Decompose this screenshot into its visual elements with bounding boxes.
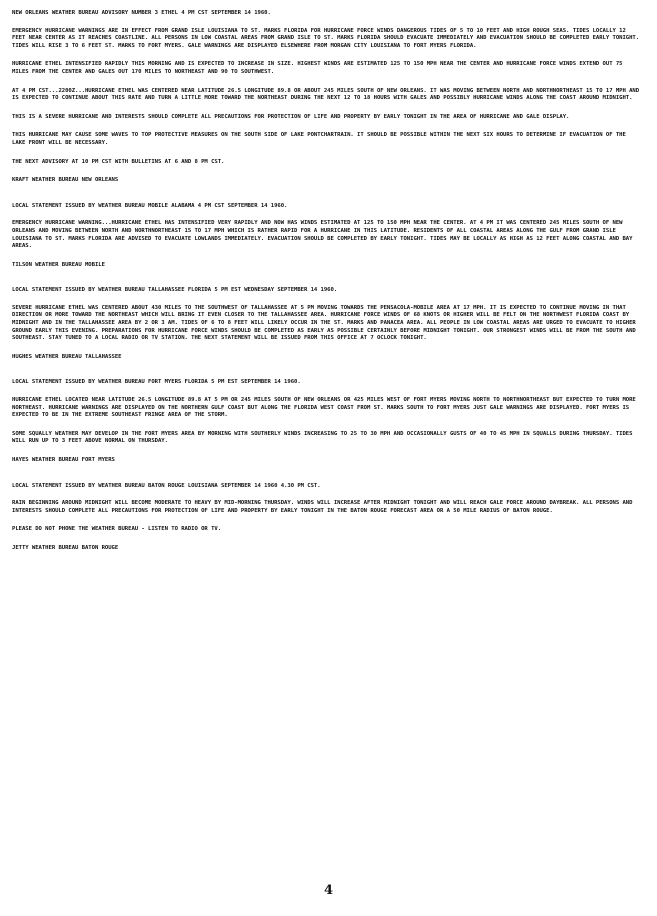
advisory-paragraph-6: THE NEXT ADVISORY AT 10 PM CST WITH BULLETINS AT 6 AND 8 PM CST. [12,158,225,165]
advisory-section [12,10,642,185]
advisory-signature: KRAFT WEATHER BUREAU NEW ORLEANS [12,177,119,184]
advisory-paragraph-5: THIS HURRICANE MAY CAUSE SOME WAVES TO TOP PROTECTIVE MEASURES ON THE SOUTH SIDE OF LAKE PONTCHARTRAIN. IT SHOULD BE POSSIBLE WITHIN THE NEXT SIX HOURS TO DETERMINE IF EVACUATION OF THE LAKE FRONT WILL BE NECESSARY. [12,132,626,146]
advisory-paragraph-3: AT 4 PM CST...2200Z...HURRICANE ETHEL WAS CENTERED NEAR LATITUDE 26.5 LONGITUDE 89.8 OR ABOUT 245 MILES SOUTH OF NEW ORLEANS. IT WAS MOVING BETWEEN NORTH AND NORTHNORTHEAST 15 TO 17 MPH AND IS EXPECTED TO CONTINUE ABOUT THIS RATE AND TURN A LITTLE MORE TOWARD THE NORTHEAST DURING THE NEXT 12 TO 18 HOURS WITH GALES AND POSSIBLY HURRICANE WINDS ALONG THE COAST AROUND MIDNIGHT. [12,87,640,102]
mobile-statement-section [12,203,642,270]
baton-rouge-statement-paragraph-1: RAIN BEGINNING AROUND MIDNIGHT WILL BECOME MODERATE TO HEAVY BY MID-MORNING THURSDAY. WINDS WILL INCREASE AFTER MIDNIGHT TONIGHT AND WILL REACH GALE FORCE AROUND DAYBREAK. ALL PERSONS AND INTERESTS SHOULD COMPLETE ALL PRECAUTIONS FOR PROTECTION OF LIFE AND PROPERTY BY EARLY TONIGHT IN THE BATON ROUGE FORECAST AREA OR A 50 MILE RADIUS OF BATON ROUGE. [12,500,633,514]
baton-rouge-statement-header: LOCAL STATEMENT ISSUED BY WEATHER BUREAU BATON ROUGE LOUISIANA SEPTEMBER 14 1960 4.30 PM CST. [12,482,321,489]
tallahassee-statement-section [12,287,642,361]
mobile-statement-header: LOCAL STATEMENT ISSUED BY WEATHER BUREAU MOBILE ALABAMA 4 PM CST SEPTEMBER 14 1960. [12,202,288,209]
baton-rouge-statement-section [12,483,642,553]
advisory-paragraph-1: EMERGENCY HURRICANE WARNINGS ARE IN EFFECT FROM GRAND ISLE LOUISIANA TO ST. MARKS FLORIDA FOR HURRICANE FORCE WINDS DANGEROUS TIDES OF 5 TO 10 FEET AND HIGH ROUGH SEAS. TIDES LOCALLY 12 FEET NEAR CENTER AS IT REACHES COASTLINE. ALL PERSONS IN LOW COASTAL AREAS FROM GRAND ISLE TO ST. MARKS FLORIDA SHOULD EVACUATE IMMEDIATELY AND EVACUATION SHOULD BE COMPLETED EARLY TONIGHT. TIDES WILL RISE 3 TO 6 FEET ST. MARKS TO FORT MYERS. GALE WARNINGS ARE DISPLAYED ELSEWHERE FROM MORGAN CITY LOUISIANA TO FORT MYERS FLORIDA. [12,27,640,49]
advisory-paragraph-4: THIS IS A SEVERE HURRICANE AND INTERESTS SHOULD COMPLETE ALL PRECAUTIONS FOR PROTECTION OF LIFE AND PROPERTY BY EARLY TONIGHT IN THE AREA OF HURRICANE AND GALE DISPLAY. [12,113,570,120]
advisory-paragraph-2: HURRICANE ETHEL INTENSIFIED RAPIDLY THIS MORNING AND IS EXPECTED TO INCREASE IN SIZE. HIGHEST WINDS ARE ESTIMATED 125 TO 150 MPH NEAR THE CENTER AND HURRICANE FORCE WINDS EXTEND OUT 75 MILES FROM THE CENTER AND GALES OUT 170 MILES TO NORTHEAST AND 90 TO SOUTHWEST. [12,61,623,75]
tallahassee-statement-header: LOCAL STATEMENT ISSUED BY WEATHER BUREAU TALLAHASSEE FLORIDA 5 PM EST WEDNESDAY SEPTEMBER 14 1960. [12,287,338,294]
mobile-statement-paragraph-1: EMERGENCY HURRICANE WARNING...HURRICANE ETHEL HAS INTENSIFIED VERY RAPIDLY AND NOW HAS WINDS ESTIMATED AT 125 TO 150 MPH NEAR THE CENTER. AT 4 PM IT WAS CENTERED 245 MILES SOUTH OF NEW ORLEANS AND MOVING BETWEEN NORTH AND NORTHNORTHEAST 15 TO 17 MPH WHICH IS RATHER RAPID FOR A HURRICANE IN THIS LATITUDE. RESIDENTS OF ALL COASTAL AREAS ALONG THE GULF FROM GRAND ISLE LOUISIANA TO ST. MARKS FLORIDA ARE ADVISED TO EVACUATE LOWLANDS IMMEDIATELY. EVACUATION SHOULD BE COMPLETED BY EARLY TONIGHT. TIDES MAY BE LOCALLY AS HIGH AS 12 FEET ALONG COASTAL AND BAY AREAS. [12,220,633,250]
fort-myers-statement-header: LOCAL STATEMENT ISSUED BY WEATHER BUREAU FORT MYERS FLORIDA 5 PM EST SEPTEMBER 14 1960. [12,379,301,386]
baton-rouge-statement-paragraph-2: PLEASE DO NOT PHONE THE WEATHER BUREAU - LISTEN TO RADIO OR TV. [12,526,222,533]
fort-myers-statement-paragraph-1: HURRICANE ETHEL LOCATED NEAR LATITUDE 26.5 LONGITUDE 89.8 AT 5 PM OR 245 MILES SOUTH OF NEW ORLEANS OR 425 MILES WEST OF FORT MYERS MOVING NORTH TO NORTHNORTHEAST BUT EXPECTED TO TURN MORE NORTHEAST. HURRICANE WARNINGS ARE DISPLAYED ON THE NORTHERN GULF COAST BUT ALONG THE FLORIDA WEST COAST FROM ST. MARKS SOUTH TO FORT MYERS JUST GALE WARNINGS ARE DISPLAYED. FORT MYERS IS EXPECTED TO BE IN THE EXTREME SOUTHEAST FRINGE AREA OF THE STORM. [12,397,636,419]
tallahassee-statement-signature: HUGHES WEATHER BUREAU TALLAHASSEE [12,353,122,360]
baton-rouge-statement-signature: JETTY WEATHER BUREAU BATON ROUGE [12,544,119,551]
fort-myers-statement-signature: HAYES WEATHER BUREAU FORT MYERS [12,457,115,463]
mobile-statement-signature: TILSON WEATHER BUREAU MOBILE [12,261,105,268]
advisory-header: NEW ORLEANS WEATHER BUREAU ADVISORY NUMBER 3 ETHEL 4 PM CST SEPTEMBER 14 1960. [12,10,271,16]
tallahassee-statement-paragraph-1: SEVERE HURRICANE ETHEL WAS CENTERED ABOUT 430 MILES TO THE SOUTHWEST OF TALLAHASSEE AT 5 PM MOVING TOWARDS THE PENSACOLA-MOBILE AREA AT 17 MPH. IT IS EXPECTED TO CONTINUE MOVING IN THAT DIRECTION OR MORE TOWARD THE NORTHEAST WHICH WILL BRING IT EVEN CLOSER TO THE TALLAHASSEE AREA. HURRICANE FORCE WINDS OF 68 KNOTS OR HIGHER WILL BE FELT ON THE NORTHWEST FLORIDA COAST BY MIDNIGHT AND IN THE TALLAHASSEE AREA BY 2 OR 3 AM. TIDES OF 6 TO 8 FEET WILL LIKELY OCCUR IN THE ST. MARKS AND PANACEA AREA. ALL PEOPLE IN LOW COASTAL AREAS ARE URGED TO EVACUATE TO HIGHER GROUND EARLY THIS EVENING. PREPARATIONS FOR HURRICANE FORCE WINDS SHOULD BE COMPLETED AS EARLY AS POSSIBLE CERTAINLY BEFORE MIDNIGHT TONIGHT. OUR STRONGEST WINDS WILL BE FROM THE SOUTH AND SOUTHEAST. STAY TUNED TO A LOCAL RADIO OR TV STATION. THE NEXT STATEMENT WILL BE ISSUED FROM THIS OFFICE AT 7 OCLOCK TONIGHT. [12,304,636,342]
fort-myers-statement-paragraph-2: SOME SQUALLY WEATHER MAY DEVELOP IN THE FORT MYERS AREA BY MORNING WITH SOUTHERLY WINDS INCREASING TO 25 TO 30 MPH AND OCCASIONALLY GUSTS OF 40 TO 45 MPH IN SQUALLS DURING THURSDAY. TIDES WILL RUN UP TO 3 FEET ABOVE NORMAL ON THURSDAY. [12,430,633,445]
fort-myers-statement-section [12,379,642,464]
page-number: 4 [323,883,334,898]
document-body [12,10,642,564]
